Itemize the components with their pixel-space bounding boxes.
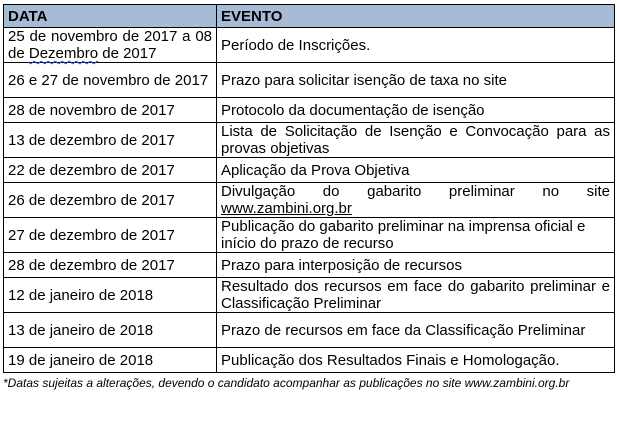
row-event: Período de Inscrições. (217, 28, 615, 63)
table-row (4, 253, 615, 278)
row-date: 22 de dezembro de 2017 (4, 158, 217, 183)
table-row (4, 183, 615, 218)
row-event: Protocolo da documentação de isenção (217, 98, 615, 123)
event-text: Divulgação do gabarito preliminar no site (221, 183, 610, 200)
table-row (4, 313, 615, 348)
row-event: Lista de Solicitação de Isenção e Convocação para as provas objetivas (217, 123, 615, 158)
row-event: Prazo de recursos em face da Classificação Preliminar (217, 313, 615, 348)
row-date: 13 de janeiro de 2018 (4, 313, 217, 348)
row-event: Prazo para solicitar isenção de taxa no site (217, 63, 615, 98)
row-event: Publicação do gabarito preliminar na imprensa oficial e início do prazo de recurso (217, 218, 615, 253)
row-event: Prazo para interposição de recursos (217, 253, 615, 278)
row-event: Publicação dos Resultados Finais e Homologação. (217, 348, 615, 373)
schedule-container (3, 4, 614, 391)
footnote: *Datas sujeitas a alterações, devendo o candidato acompanhar as publicações no site www.zambini.org.br (3, 376, 570, 390)
row-event: Aplicação da Prova Objetiva (217, 158, 615, 183)
header-date: DATA (4, 5, 217, 28)
row-event (217, 183, 615, 218)
row-event: Resultado dos recursos em face do gabarito preliminar e Classificação Preliminar (217, 278, 615, 313)
row-date: 19 de janeiro de 2018 (4, 348, 217, 373)
row-date: 28 de dezembro de 2017 (4, 253, 217, 278)
date-text-end: de 2017 (98, 45, 157, 62)
row-date: 12 de janeiro de 2018 (4, 278, 217, 313)
table-row (4, 278, 615, 313)
row-date: 13 de dezembro de 2017 (4, 123, 217, 158)
schedule-table (3, 4, 615, 373)
table-row (4, 28, 615, 63)
table-row (4, 218, 615, 253)
row-date: 27 de dezembro de 2017 (4, 218, 217, 253)
row-date: 26 de dezembro de 2017 (4, 183, 217, 218)
spellcheck-word: Dezembro (28, 45, 99, 62)
table-row (4, 158, 615, 183)
table-row (4, 98, 615, 123)
table-row (4, 123, 615, 158)
row-date (4, 28, 217, 63)
zambini-link[interactable]: www.zambini.org.br (221, 200, 352, 217)
header-event: EVENTO (217, 5, 615, 28)
row-date: 28 de novembro de 2017 (4, 98, 217, 123)
table-row (4, 348, 615, 373)
date-text: 25 de novembro de 2017 a 08 de (8, 28, 212, 62)
table-header-row (4, 5, 615, 28)
row-date: 26 e 27 de novembro de 2017 (4, 63, 217, 98)
table-row (4, 63, 615, 98)
